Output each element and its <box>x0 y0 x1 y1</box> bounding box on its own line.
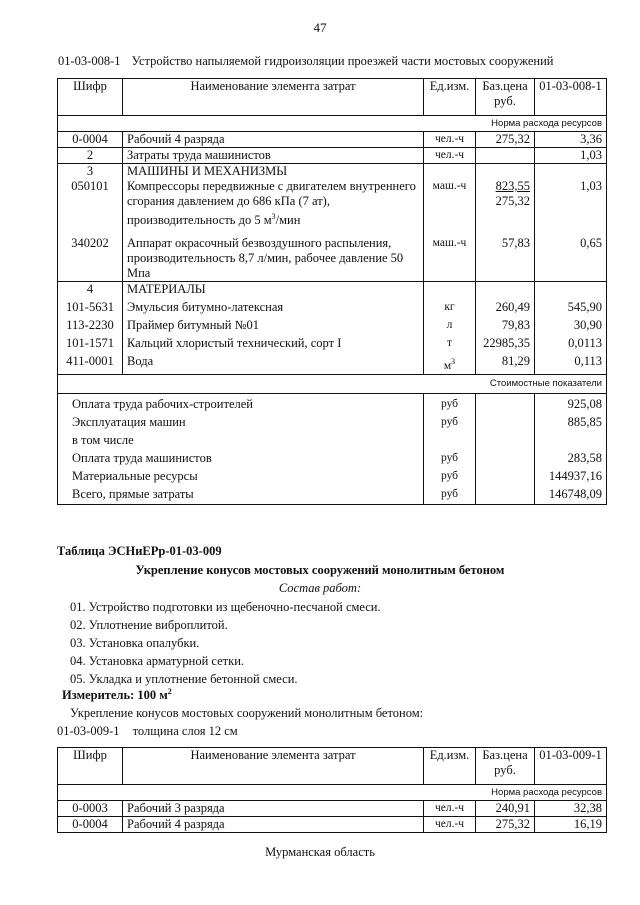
row-code: 0-0004 <box>58 132 123 148</box>
row-price: 57,83 <box>476 228 535 282</box>
table-2-code-description: толщина слоя 12 см <box>132 724 238 738</box>
table-2-title: Таблица ЭСНиЕРр-01-03-009 <box>57 544 222 558</box>
table-row <box>58 315 607 333</box>
row-unit: чел.-ч <box>424 801 476 817</box>
header-name: Наименование элемента затрат <box>123 79 424 116</box>
table-2-subtitle: Укрепление конусов мостовых сооружений монолитным бетоном <box>135 563 505 577</box>
measure-unit: Измеритель: 100 $м^2$ <box>62 687 172 703</box>
row-unit: чел.-ч <box>424 132 476 148</box>
table-row <box>58 297 607 315</box>
header-column-code: 01-03-009-1 <box>535 748 607 785</box>
row-value: 3,36 <box>535 132 607 148</box>
cost-row <box>58 484 607 505</box>
cost-name: в том числе <box>58 430 424 448</box>
norm-label: Норма расхода ресурсов <box>58 785 607 801</box>
row-price: 79,83 <box>476 315 535 333</box>
row-code: 411-0001 <box>58 351 123 374</box>
cost-value: 144937,16 <box>535 466 607 484</box>
cost-name: Материальные ресурсы <box>58 466 424 484</box>
list-item: 02. Уплотнение виброплитой. <box>70 618 228 632</box>
row-price: 22985,35 <box>476 333 535 351</box>
table-row <box>58 179 607 228</box>
row-value: 1,03 <box>535 179 607 228</box>
table-row <box>58 817 607 833</box>
section-title: Устройство напыляемой гидроизоляции проезжей части мостовых сооружений <box>131 54 554 68</box>
header-unit: Ед.изм. <box>424 748 476 785</box>
row-name: Вода <box>123 351 424 374</box>
row-code: 0-0004 <box>58 817 123 833</box>
cost-unit: руб <box>424 484 476 505</box>
group-code: 3 <box>58 164 123 180</box>
row-unit: кг <box>424 297 476 315</box>
row-value: 32,38 <box>535 801 607 817</box>
composition-label: Состав работ: <box>278 581 362 595</box>
cost-name: Оплата труда рабочих-строителей <box>58 393 424 412</box>
row-code: 101-5631 <box>58 297 123 315</box>
row-code: 101-1571 <box>58 333 123 351</box>
cost-row <box>58 430 607 448</box>
row-unit: т <box>424 333 476 351</box>
resource-table-2 <box>57 747 607 833</box>
row-code: 0-0003 <box>58 801 123 817</box>
row-price: 275,32 <box>476 132 535 148</box>
group-row-machines <box>58 164 607 180</box>
table-row <box>58 801 607 817</box>
row-value: 0,65 <box>535 228 607 282</box>
list-item: 01. Устройство подготовки из щебеночно-песчаной смеси. <box>70 600 381 614</box>
cost-unit: руб <box>424 466 476 484</box>
header-name: Наименование элемента затрат <box>123 748 424 785</box>
list-item: 04. Установка арматурной сетки. <box>70 654 245 668</box>
table-row <box>58 148 607 164</box>
header-column-code: 01-03-008-1 <box>535 79 607 116</box>
cost-label: Стоимостные показатели <box>58 374 607 393</box>
cost-value: 146748,09 <box>535 484 607 505</box>
row-value: 30,90 <box>535 315 607 333</box>
group-code: 4 <box>58 282 123 298</box>
cost-row <box>58 412 607 430</box>
row-code: 340202 <box>58 228 123 282</box>
table-row <box>58 132 607 148</box>
row-name: Компрессоры передвижные с двигателем внутреннего сгорания давлением до 686 кПа (7 ат), производительность до 5 $м^3$/мин <box>123 179 424 228</box>
row-name: Рабочий 3 разряда <box>123 801 424 817</box>
section-code: 01-03-008-1 <box>58 54 121 68</box>
list-item: 03. Установка опалубки. <box>70 636 200 650</box>
row-price: 823,55 275,32 <box>476 179 535 228</box>
row-code: 113-2230 <box>58 315 123 333</box>
resource-table-1 <box>57 78 607 505</box>
row-code: 050101 <box>58 179 123 228</box>
header-code: Шифр <box>58 748 123 785</box>
row-name: Кальций хлористый технический, сорт I <box>123 333 424 351</box>
row-name: Затраты труда машинистов <box>123 148 424 164</box>
row-unit: чел.-ч <box>424 817 476 833</box>
group-name: МАШИНЫ И МЕХАНИЗМЫ <box>123 164 424 180</box>
row-price: 81,29 <box>476 351 535 374</box>
cost-value <box>535 430 607 448</box>
page-footer: Мурманская область <box>265 845 375 859</box>
cost-name: Оплата труда машинистов <box>58 448 424 466</box>
table-header <box>58 748 607 785</box>
row-value: 16,19 <box>535 817 607 833</box>
cost-name: Эксплуатация машин <box>58 412 424 430</box>
norm-label-row <box>58 785 607 801</box>
cost-unit: руб <box>424 393 476 412</box>
cost-value: 885,85 <box>535 412 607 430</box>
row-unit: $м^3$ <box>424 351 476 374</box>
row-unit: л <box>424 315 476 333</box>
row-name: Праймер битумный №01 <box>123 315 424 333</box>
row-price <box>476 148 535 164</box>
cost-row <box>58 393 607 412</box>
row-unit: маш.-ч <box>424 228 476 282</box>
row-code: 2 <box>58 148 123 164</box>
cost-unit: руб <box>424 448 476 466</box>
table-row <box>58 333 607 351</box>
row-unit: маш.-ч <box>424 179 476 228</box>
cost-row <box>58 466 607 484</box>
row-name: Аппарат окрасочный безвоздушного распыления, производительность 8,7 л/мин, рабочее давление 50 Мпа <box>123 228 424 282</box>
cost-unit <box>424 430 476 448</box>
table-2-description: Укрепление конусов мостовых сооружений монолитным бетоном: <box>70 706 424 720</box>
row-price: 275,32 <box>476 817 535 833</box>
cost-unit: руб <box>424 412 476 430</box>
header-unit: Ед.изм. <box>424 79 476 116</box>
list-item: 05. Укладка и уплотнение бетонной смеси. <box>70 672 298 686</box>
row-name: Рабочий 4 разряда <box>123 132 424 148</box>
cost-label-row <box>58 374 607 393</box>
table-header <box>58 79 607 116</box>
table-2-code: 01-03-009-1 <box>57 724 120 738</box>
row-unit: чел.-ч <box>424 148 476 164</box>
norm-label: Норма расхода ресурсов <box>58 116 607 132</box>
table-row <box>58 228 607 282</box>
header-price: Баз.цена руб. <box>476 748 535 785</box>
row-name: Рабочий 4 разряда <box>123 817 424 833</box>
cost-value: 283,58 <box>535 448 607 466</box>
header-code: Шифр <box>58 79 123 116</box>
norm-label-row <box>58 116 607 132</box>
row-value: 0,113 <box>535 351 607 374</box>
works-list <box>70 598 381 688</box>
group-row-materials <box>58 282 607 298</box>
row-value: 545,90 <box>535 297 607 315</box>
row-value: 0,0113 <box>535 333 607 351</box>
page-number: 47 <box>313 20 327 35</box>
cost-row <box>58 448 607 466</box>
row-price: 240,91 <box>476 801 535 817</box>
section-header <box>58 54 618 69</box>
row-price: 260,49 <box>476 297 535 315</box>
cost-name: Всего, прямые затраты <box>58 484 424 505</box>
header-price: Баз.цена руб. <box>476 79 535 116</box>
table-row <box>58 351 607 374</box>
row-name: Эмульсия битумно-латексная <box>123 297 424 315</box>
cost-value: 925,08 <box>535 393 607 412</box>
row-value: 1,03 <box>535 148 607 164</box>
table-2-code-line <box>57 724 238 739</box>
group-name: МАТЕРИАЛЫ <box>123 282 424 298</box>
